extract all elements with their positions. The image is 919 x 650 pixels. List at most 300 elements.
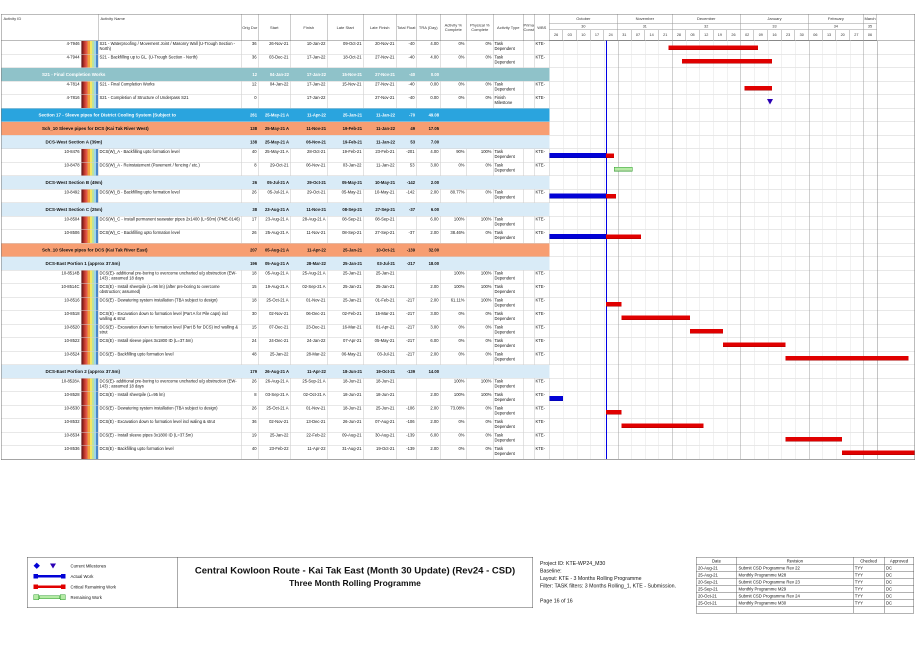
- cell-orig_dur: 8: [242, 392, 259, 405]
- task-row[interactable]: [2, 325, 915, 339]
- cell-id: 10-8536: [2, 446, 82, 459]
- band-total_float: 49: [410, 126, 415, 131]
- col-header-total-float[interactable]: Total Float: [397, 15, 417, 41]
- task-row[interactable]: [2, 55, 915, 69]
- col-header-activity-type[interactable]: Activity Type: [494, 15, 524, 41]
- cell-start: [259, 95, 291, 108]
- rev-col-header: Checked: [853, 557, 884, 564]
- band-late_finish: 19-Oct-21: [376, 369, 395, 374]
- cell-finish: 01-Nov-21: [291, 298, 328, 311]
- cell-id: 10-8478: [2, 163, 82, 176]
- cell-act_type: Task Dependent: [494, 230, 524, 243]
- cell-orig_dur: 0: [242, 95, 259, 108]
- cell-act_type: Task Dependent: [494, 271, 524, 284]
- band-tra: 2.00: [430, 180, 439, 185]
- band-name: DCS-East Portion 2 (approx 37.5m): [45, 369, 121, 374]
- gantt-row-canvas: [550, 244, 915, 257]
- cell-phys_pct: 100%: [467, 217, 494, 230]
- cell-phys_pct: 0%: [467, 55, 494, 68]
- band-orig_dur: 138: [250, 139, 257, 145]
- cell-start: 23-Feb-22: [259, 446, 291, 459]
- cell-wbs: KTE-: [535, 284, 550, 297]
- cell-act_type: Task Dependent: [494, 406, 524, 419]
- cell-tra: 2.00: [417, 352, 441, 365]
- cell-phys_pct: 0%: [467, 352, 494, 365]
- gantt-row-canvas: [550, 55, 915, 68]
- cell-phys_pct: 100%: [467, 271, 494, 284]
- revision-row: [696, 585, 914, 592]
- cell-finish: 06-Nov-21: [291, 163, 328, 176]
- band-finish: 28-Mar-22: [306, 261, 326, 266]
- cell-phys_pct: 100%: [467, 379, 494, 392]
- task-row[interactable]: [2, 190, 915, 204]
- cell-wbs: KTE-: [535, 217, 550, 230]
- gantt-row-canvas: [550, 325, 915, 338]
- gantt-row-canvas: [550, 298, 915, 311]
- cell-id: 10-8534: [2, 433, 82, 446]
- cell-prima: [524, 230, 535, 243]
- cell-act_pct: 0%: [441, 352, 467, 365]
- band-total_float: 53: [410, 139, 415, 145]
- gantt-row-canvas: [550, 149, 915, 162]
- cell-act_type: Task Dependent: [494, 217, 524, 230]
- legend-item-critical: [28, 582, 178, 593]
- band-row[interactable]: [2, 365, 915, 379]
- month-number-cell: 30: [550, 24, 618, 31]
- cell-phys_pct: 0%: [467, 41, 494, 54]
- cell-start: 02-Nov-21: [259, 311, 291, 324]
- rev-cell: TYY: [853, 578, 884, 585]
- rev-cell: [696, 606, 736, 613]
- cell-id: 10-8476: [2, 149, 82, 162]
- cell-name: DCS(W)_A - Backfilling upto formation level: [99, 149, 242, 162]
- cell-id: 10-8492: [2, 190, 82, 203]
- cell-prima: [524, 325, 535, 338]
- rev-cell: TYY: [853, 585, 884, 592]
- band-start: 25-May-21 A: [264, 112, 289, 118]
- cell-wbs: KTE-: [535, 82, 550, 95]
- cell-id: 4-7816: [2, 95, 82, 108]
- gantt-bar-critical[interactable]: [622, 424, 704, 429]
- task-row[interactable]: [2, 149, 915, 163]
- week-cell: 10: [577, 30, 591, 41]
- rev-cell: DC: [884, 578, 914, 585]
- diamond-icon: [34, 563, 40, 569]
- gantt-bar-remaining[interactable]: [614, 167, 633, 172]
- rev-cell: 20-Oct-21: [696, 592, 736, 599]
- wbs-color-bands-icon: [82, 41, 99, 54]
- cell-total_float: [397, 217, 417, 230]
- band-salmon: [2, 244, 550, 257]
- cell-tra: 3.00: [417, 325, 441, 338]
- revision-row: [696, 578, 914, 585]
- gantt-bar-critical[interactable]: [606, 194, 616, 199]
- cell-tra: 2.00: [417, 392, 441, 405]
- cell-finish: 25-Sep-21 A: [291, 379, 328, 392]
- cell-finish: 28-Mar-22: [291, 352, 328, 365]
- cell-act_pct: 100%: [441, 379, 467, 392]
- cell-total_float: -217: [397, 325, 417, 338]
- cell-finish: 22-Feb-22: [291, 433, 328, 446]
- cell-name: S21 - Backfilling up to GL. (U-Trough Section - North): [99, 55, 242, 68]
- gantt-bar-critical[interactable]: [622, 316, 690, 321]
- cell-id: 10-8520: [2, 325, 82, 338]
- rev-cell: TYY: [853, 571, 884, 578]
- gantt-row-canvas: [550, 109, 915, 122]
- cell-late_finish: 27-Nov-21: [364, 55, 397, 68]
- cell-id: 10-8514B: [2, 271, 82, 284]
- cell-finish: 17-Jan-22: [291, 82, 328, 95]
- rev-cell: Monthly Programme M30: [737, 599, 853, 606]
- cell-name: S21 - Completion of Structure of Underpass S21: [99, 95, 242, 108]
- activity-rows: [2, 41, 915, 460]
- cell-orig_dur: 24: [242, 338, 259, 351]
- gantt-bar-critical[interactable]: [606, 302, 622, 307]
- cell-total_float: -139: [397, 433, 417, 446]
- wbs-color-bands-icon: [82, 190, 99, 203]
- col-header-finish[interactable]: Finish: [291, 15, 328, 41]
- week-cell: 16: [768, 30, 782, 41]
- cell-act_type: Finish Milestone: [494, 95, 524, 108]
- cell-act_pct: 0%: [441, 163, 467, 176]
- revision-row: [696, 599, 914, 606]
- revision-row: [696, 564, 914, 571]
- cell-tra: 4.00: [417, 41, 441, 54]
- band-salmon: [2, 122, 550, 135]
- task-row[interactable]: [2, 433, 915, 447]
- cell-id: 10-8522: [2, 338, 82, 351]
- gantt-bar-critical[interactable]: [606, 410, 622, 415]
- rev-cell: Submit CSD Programme Rev 24: [737, 592, 853, 599]
- band-finish: 11-Apr-22: [307, 247, 326, 253]
- rev-col-header: Approved: [884, 557, 914, 564]
- cell-act_pct: 0%: [441, 433, 467, 446]
- cell-wbs: KTE-: [535, 298, 550, 311]
- col-header-late-start[interactable]: Late Start: [328, 15, 364, 41]
- revision-row: [696, 592, 914, 599]
- wbs-color-bands-icon: [82, 379, 99, 392]
- cell-phys_pct: 100%: [467, 392, 494, 405]
- cell-late_finish: 08-Sep-21: [364, 217, 397, 230]
- gantt-schedule-grid: [1, 14, 915, 460]
- col-header-activity-complete[interactable]: Activity % Complete: [441, 15, 467, 41]
- cell-id: 10-8506: [2, 230, 82, 243]
- cell-total_float: -106: [397, 419, 417, 432]
- band-start: 05-Aug-21 A: [264, 247, 289, 253]
- cell-total_float: -40: [397, 55, 417, 68]
- gantt-bar-critical[interactable]: [785, 356, 908, 361]
- cell-wbs: KTE-: [535, 419, 550, 432]
- cell-name: DCS(E) - Install sleeve pipes 3x1800 ID (L=37.5m): [99, 338, 242, 351]
- task-row[interactable]: [2, 284, 915, 298]
- gantt-bar-critical[interactable]: [690, 329, 723, 334]
- legend-item-remaining: [28, 592, 178, 603]
- gantt-bar-critical[interactable]: [668, 46, 758, 51]
- month-number-cell: 32: [672, 24, 740, 31]
- cell-total_float: [397, 271, 417, 284]
- cell-act_type: Task Dependent: [494, 55, 524, 68]
- band-row[interactable]: [2, 109, 915, 123]
- cell-wbs: KTE-: [535, 149, 550, 162]
- cell-late_finish: 19-Oct-21: [364, 446, 397, 459]
- gantt-row-canvas: [550, 446, 915, 459]
- cell-act_pct: 0%: [441, 338, 467, 351]
- week-cell: 30: [795, 30, 809, 41]
- month-cell: January: [741, 15, 809, 24]
- gantt-row-canvas: [550, 68, 915, 81]
- cell-orig_dur: 48: [242, 352, 259, 365]
- task-row[interactable]: [2, 41, 915, 55]
- band-name: Section 17 - Sleeve pipes for District Cooling System (Subject to: [38, 112, 177, 118]
- cell-prima: [524, 298, 535, 311]
- cell-act_type: Task Dependent: [494, 433, 524, 446]
- gantt-bar-actual[interactable]: [550, 234, 607, 239]
- cell-prima: [524, 284, 535, 297]
- cell-act_type: Task Dependent: [494, 82, 524, 95]
- cell-act_pct: 0%: [441, 95, 467, 108]
- rev-cell: TYY: [853, 592, 884, 599]
- task-row[interactable]: [2, 271, 915, 285]
- task-row[interactable]: [2, 446, 915, 460]
- cell-late_finish: 15-Mar-21: [364, 311, 397, 324]
- cell-orig_dur: 18: [242, 271, 259, 284]
- cell-orig_dur: 8: [242, 163, 259, 176]
- band-row[interactable]: [2, 203, 915, 217]
- cell-name: DCS(E) - Dewatering system installation (TBA subject to design): [99, 298, 242, 311]
- cell-phys_pct: 0%: [467, 163, 494, 176]
- legend-label: Remaining Work: [70, 594, 102, 600]
- band-row[interactable]: [2, 136, 915, 150]
- cell-act_pct: 0%: [441, 82, 467, 95]
- week-cell: 02: [741, 30, 755, 41]
- week-cell: 03: [563, 30, 577, 41]
- week-cell: 20: [836, 30, 850, 41]
- rev-cell: Submit CSD Programme Rev 22: [737, 564, 853, 571]
- cell-phys_pct: 100%: [467, 149, 494, 162]
- wbs-color-bands-icon: [82, 284, 99, 297]
- col-header-orig-dur[interactable]: Orig Dur: [242, 15, 259, 41]
- band-late_start: 25-Jan-21: [342, 112, 362, 118]
- col-header-start[interactable]: Start: [259, 15, 291, 41]
- cell-id: 4-7814: [2, 82, 82, 95]
- cell-tra: 4.00: [417, 149, 441, 162]
- task-row[interactable]: [2, 392, 915, 406]
- col-header-physical-complete[interactable]: Physical % Complete: [467, 15, 494, 41]
- cell-act_type: Task Dependent: [494, 446, 524, 459]
- cell-total_float: -201: [397, 149, 417, 162]
- rev-cell: 25-Sep-21: [696, 585, 736, 592]
- cell-late_start: 18-Oct-21: [328, 55, 364, 68]
- task-row[interactable]: [2, 338, 915, 352]
- report-title-line2: Three Month Rolling Programme: [289, 578, 421, 588]
- cell-orig_dur: 26: [242, 406, 259, 419]
- task-row[interactable]: [2, 419, 915, 433]
- cell-phys_pct: 100%: [467, 298, 494, 311]
- gantt-bar-actual[interactable]: [550, 396, 564, 401]
- cell-act_type: Task Dependent: [494, 41, 524, 54]
- task-row[interactable]: [2, 298, 915, 312]
- cell-act_type: Task Dependent: [494, 392, 524, 405]
- cell-orig_dur: 26: [242, 190, 259, 203]
- band-finish: 11-Nov-21: [306, 207, 326, 212]
- task-row[interactable]: [2, 82, 915, 96]
- cell-late_start: 05-May-21: [328, 190, 364, 203]
- task-row[interactable]: [2, 230, 915, 244]
- band-row[interactable]: [2, 176, 915, 190]
- col-header-wbs[interactable]: WBS: [535, 15, 550, 41]
- gantt-bar-actual[interactable]: [550, 194, 607, 199]
- col-header-tra-day-[interactable]: TRA (Day): [417, 15, 441, 41]
- band-late_finish: 11-Jan-22: [376, 139, 395, 145]
- cell-act_pct: 0%: [441, 419, 467, 432]
- cell-late_finish: 18-Jun-21: [364, 379, 397, 392]
- month-cell: December: [672, 15, 740, 24]
- col-header-late-finish[interactable]: Late Finish: [364, 15, 397, 41]
- wbs-color-bands-icon: [82, 338, 99, 351]
- task-row[interactable]: [2, 95, 915, 109]
- wbs-color-bands-icon: [82, 217, 99, 230]
- band-total_float: -217: [406, 261, 415, 266]
- table-header: [2, 15, 915, 42]
- cell-start: 29-Oct-21: [259, 163, 291, 176]
- cell-wbs: KTE-: [535, 352, 550, 365]
- legend: [28, 558, 178, 608]
- cell-late_finish: 30-Aug-21: [364, 433, 397, 446]
- cell-phys_pct: 0%: [467, 190, 494, 203]
- cell-late_start: 25-Jan-21: [328, 271, 364, 284]
- cell-late_finish: 25-Jun-21: [364, 406, 397, 419]
- cell-tra: 3.00: [417, 311, 441, 324]
- week-cell: 09: [754, 30, 768, 41]
- band-finish: 11-Nov-21: [306, 126, 326, 131]
- band-late_finish: 27-Nov-21: [375, 72, 395, 77]
- band-late_start: 19-Feb-21: [342, 126, 362, 131]
- footer: [27, 557, 914, 614]
- cell-act_type: Task Dependent: [494, 298, 524, 311]
- cell-name: DCS(E) - Excavation down to formation level (Part B for DCS) incl walling & strut: [99, 325, 242, 338]
- cell-late_start: 06-May-21: [328, 352, 364, 365]
- gantt-bar-critical[interactable]: [842, 451, 915, 456]
- cell-prima: [524, 82, 535, 95]
- cell-finish: 02-Sep-21 A: [291, 284, 328, 297]
- cell-phys_pct: 100%: [467, 284, 494, 297]
- cell-tra: 2.00: [417, 284, 441, 297]
- task-row[interactable]: [2, 406, 915, 420]
- cell-wbs: KTE-: [535, 41, 550, 54]
- cell-prima: [524, 217, 535, 230]
- revision-table: [696, 557, 914, 614]
- wbs-color-bands-icon: [82, 325, 99, 338]
- cell-act_pct: 100%: [441, 217, 467, 230]
- cell-orig_dur: 40: [242, 149, 259, 162]
- band-row[interactable]: [2, 122, 915, 136]
- month-cell: November: [618, 15, 673, 24]
- cell-act_pct: 0%: [441, 41, 467, 54]
- cell-start: 26-Aug-21 A: [259, 379, 291, 392]
- rev-cell: 25-Aug-21: [696, 571, 736, 578]
- gantt-bar-critical[interactable]: [682, 59, 772, 64]
- band-late_finish: 11-Jan-22: [376, 112, 395, 118]
- cell-name: DCS(W)_C - Backfilling upto formation level: [99, 230, 242, 243]
- cell-phys_pct: 0%: [467, 230, 494, 243]
- gantt-bar-critical[interactable]: [745, 86, 772, 91]
- cell-act_pct: 100%: [441, 392, 467, 405]
- gantt-row-canvas: [550, 406, 915, 419]
- legend-label: Current Milestones: [70, 563, 107, 569]
- band-start: 05-Jul-21 A: [267, 180, 289, 185]
- gantt-bar-critical[interactable]: [785, 437, 842, 442]
- band-row[interactable]: [2, 68, 915, 82]
- cell-start: 25-Oct-21 A: [259, 298, 291, 311]
- band-section: [2, 109, 550, 122]
- cell-late_start: 25-Jan-21: [328, 298, 364, 311]
- task-row[interactable]: [2, 217, 915, 231]
- band-name: DCS-East Portion 1 (approx 37.5m): [45, 261, 121, 266]
- cell-act_pct: 90%: [441, 149, 467, 162]
- wbs-color-bands-icon: [82, 419, 99, 432]
- band-row[interactable]: [2, 244, 915, 258]
- band-row[interactable]: [2, 257, 915, 271]
- month-cell: March: [863, 15, 877, 24]
- cell-late_start: 19-Feb-21: [328, 149, 364, 162]
- task-row[interactable]: [2, 352, 915, 366]
- gantt-bar-critical[interactable]: [723, 343, 785, 348]
- band-late_start: 25-Jan-21: [342, 247, 362, 253]
- bar-endpoint: [61, 574, 66, 579]
- cell-late_start: 08-Sep-21: [328, 217, 364, 230]
- band-finish: 06-Nov-21: [306, 139, 326, 145]
- band-tra: 0.00: [430, 72, 439, 77]
- cell-total_float: -40: [397, 95, 417, 108]
- cell-orig_dur: 40: [242, 446, 259, 459]
- task-row[interactable]: [2, 163, 915, 177]
- col-header-activity-name[interactable]: Activity Name: [99, 15, 242, 41]
- milestone-marker-icon[interactable]: [767, 99, 773, 105]
- cell-wbs: KTE-: [535, 163, 550, 176]
- gantt-row-canvas: [550, 379, 915, 392]
- cell-name: DCS(E) - Excavation down to formation level incl waling & strut: [99, 419, 242, 432]
- gantt-bar-actual[interactable]: [550, 153, 607, 158]
- band-name: DCS-West Section C (25m): [45, 207, 103, 212]
- band-start: 25-May-21 A: [264, 126, 289, 131]
- rev-col-header: Revision: [737, 557, 853, 564]
- cell-late_start: 15-Nov-21: [328, 82, 364, 95]
- gantt-row-canvas: [550, 203, 915, 216]
- gantt-bar-critical[interactable]: [606, 235, 641, 240]
- rev-cell: TYY: [853, 599, 884, 606]
- cell-prima: [524, 419, 535, 432]
- cell-finish: 25-Aug-21 A: [291, 271, 328, 284]
- band-tra: 6.00: [430, 207, 439, 212]
- critical-bar-icon: [34, 585, 66, 590]
- gantt-bar-critical[interactable]: [606, 154, 614, 159]
- cell-finish: 11-Nov-21: [291, 230, 328, 243]
- gantt-row-canvas: [550, 190, 915, 203]
- band-name: Sch_10 Sleeve pipes for DCS (Kai Tak River West): [42, 126, 149, 131]
- week-cell: 27: [850, 30, 864, 41]
- cell-late_finish: 27-Sep-21: [364, 230, 397, 243]
- task-row[interactable]: [2, 379, 915, 393]
- cell-finish: 11-Apr-22: [291, 446, 328, 459]
- cell-late_finish: 07-Aug-21: [364, 419, 397, 432]
- task-row[interactable]: [2, 311, 915, 325]
- cell-orig_dur: 26: [242, 379, 259, 392]
- col-header-prima-const[interactable]: Prima Const: [524, 15, 535, 41]
- band-finish: 29-Oct-21: [307, 180, 326, 185]
- week-cell: 23: [782, 30, 796, 41]
- cell-total_float: -217: [397, 352, 417, 365]
- col-header-activity-id[interactable]: Activity ID: [2, 15, 99, 41]
